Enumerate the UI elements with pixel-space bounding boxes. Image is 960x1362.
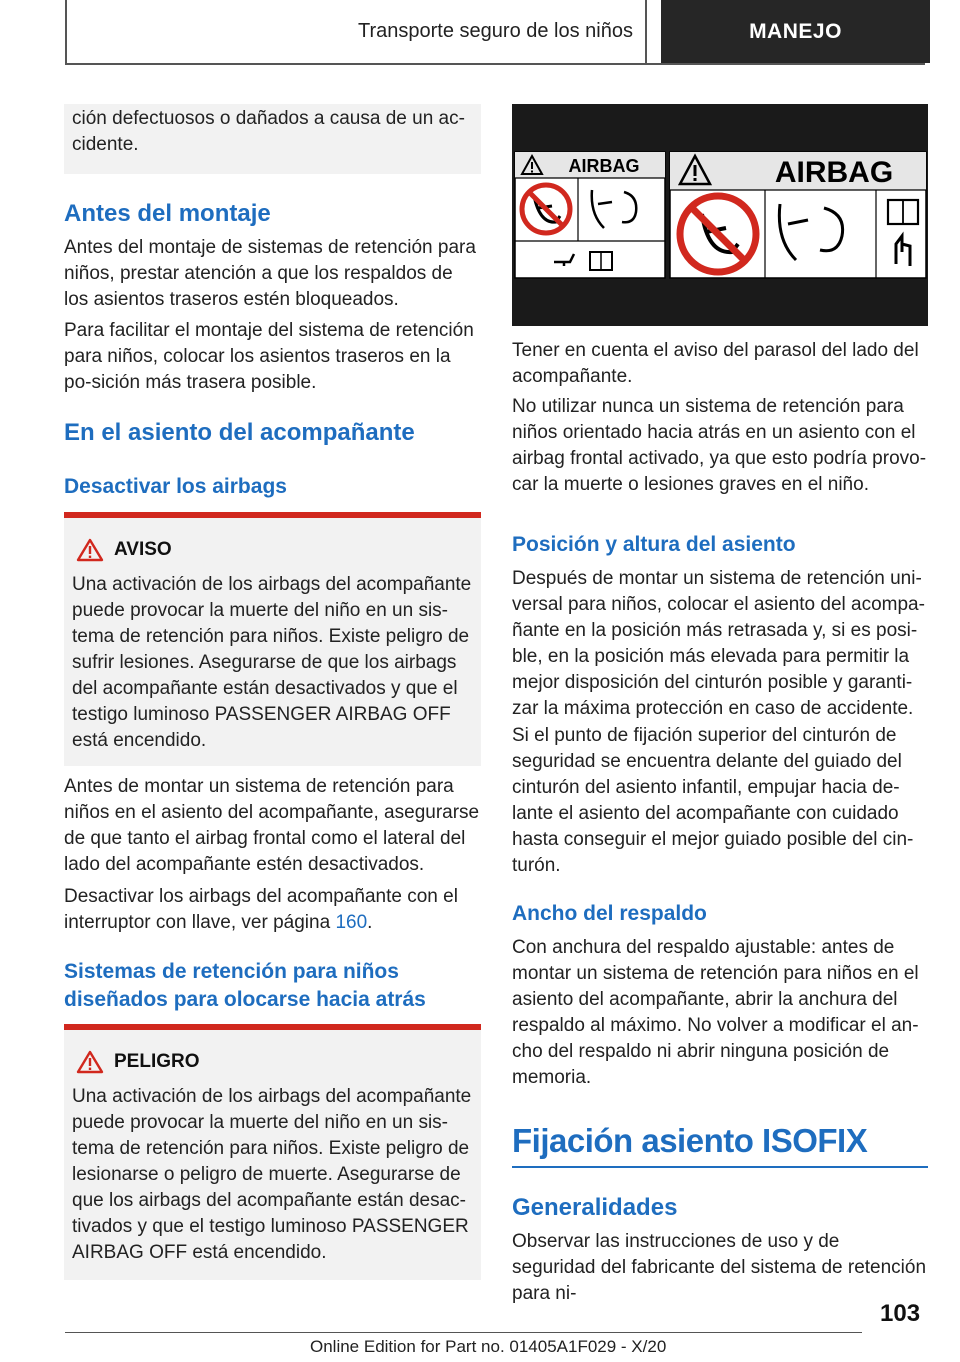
paragraph-antes-1: Antes del montaje de sistemas de retención para niños, prestar atención a que los respaldos de los asientos traseros estén bloqueados. (64, 237, 476, 310)
chapter-tab-label: MANEJO (749, 19, 842, 43)
paragraph-desactivar (64, 884, 480, 936)
paragraph-ancho: Con anchura del respaldo ajustable: antes de montar un sistema de retención para niños en el asiento del acompañante, abrir la anchura del respaldo al máximo. No volver a modificar el an-cho del respaldo ni abrir ninguna posición de memoria. (512, 937, 919, 1088)
edition-text: Online Edition for Part no. 01405A1F029 - X/20 (310, 1337, 667, 1356)
desactivar-suffix: . (367, 912, 373, 933)
paragraph-no-utilizar: No utilizar nunca un sistema de retención para niños orientado hacia atrás en un asiento con el airbag frontal activado, ya que esto podría provo-car la muerte o lesiones graves en el niño. (512, 396, 927, 495)
paragraph-antes-montar: Antes de montar un sistema de retención para niños en el asiento del acompañante, asegurarse de que tanto el airbag frontal como el lateral del lado del acompañante estén desactivados. (64, 776, 480, 875)
peligro-text: Una activación de los airbags del acompañante puede provocar la muerte del niño en un sis-tema de retención para niños. Existe peligro de lesionarse o peligro de muerte. Asegurarse de que los airbags del acompañante están desac-tivados y que el testigo luminoso PASSENGER AIRBAG OFF está encendido. (72, 1086, 472, 1263)
peligro-title: PELIGRO (114, 1051, 200, 1072)
heading-posicion-altura: Posición y altura del asiento (512, 533, 796, 556)
continued-text: ción defectuosos o dañados a causa de un ac- cidente. (72, 108, 465, 155)
danger-triangle-icon (76, 1050, 104, 1074)
heading-antes-del-montaje: Antes del montaje (64, 200, 271, 227)
desactivar-text: Desactivar los airbags del acompañante con el interruptor con llave, ver página (64, 886, 458, 933)
chapter-tab (661, 0, 930, 63)
paragraph-observar: Observar las instrucciones de uso y de seguridad del fabricante del sistema de retención para ni- (512, 1231, 927, 1304)
airbag-large-label: AIRBAG (774, 156, 894, 189)
paragraph-si-punto: Si el punto de fijación superior del cinturón de seguridad se encuentra delante del guiado del cinturón del asiento infantil, empujar hacia de-lante el asiento del acompañante con cuidado hasta conseguir el mejor guiado posible del cin-turón. (512, 725, 914, 876)
aviso-title: AVISO (114, 539, 172, 560)
airbag-label-illustration (512, 104, 928, 326)
section-title: Transporte seguro de los niños (358, 20, 633, 42)
running-header-section (65, 0, 647, 63)
heading-generalidades: Generalidades (512, 1194, 678, 1221)
warning-triangle-icon (76, 538, 104, 562)
aviso-text: Una activación de los airbags del acompañante puede provocar la muerte del niño en un sis-tema de retención para niños. Existe peligro de sufrir lesiones. Asegurarse de que los airbags del acompañante están desactivados y que el testigo luminoso PASSENGER AIRBAG OFF está encendido. (72, 574, 472, 751)
paragraph-tener: Tener en cuenta el aviso del parasol del lado del acompañante. (512, 340, 919, 387)
aviso-heading (76, 538, 172, 562)
heading-sistemas-retencion: Sistemas de retención para niños diseñados para olocarse hacia atrás (64, 960, 426, 1011)
airbag-label-figure (512, 104, 928, 326)
heading-asiento-acompanante: En el asiento del acompañante (64, 419, 415, 446)
footer-rule (65, 1332, 862, 1333)
heading-fijacion-isofix: Fijación asiento ISOFIX (512, 1122, 868, 1159)
peligro-box (64, 1030, 481, 1280)
continued-box (64, 104, 481, 174)
peligro-heading (76, 1050, 200, 1074)
paragraph-antes-2: Para facilitar el montaje del sistema de retención para niños, colocar los asientos traseros en la po-sición más trasera posible. (64, 320, 474, 393)
page-number: 103 (880, 1300, 921, 1327)
heading-ancho-respaldo: Ancho del respaldo (512, 902, 707, 925)
page-link-160[interactable]: 160 (335, 912, 368, 933)
aviso-box (64, 518, 481, 766)
heading-desactivar-airbags: Desactivar los airbags (64, 475, 287, 498)
isofix-heading-rule (512, 1166, 928, 1168)
airbag-small-label: AIRBAG (568, 156, 640, 176)
header-rule (65, 63, 925, 65)
paragraph-despues: Después de montar un sistema de retención uni-versal para niños, colocar el asiento del acompa-ñante en la posición más retrasada y, si es posi-ble, en la posición más elevada para permitir la mejor disposición del cinturón posible y garanti-zar la máxima protección en caso de accidente. (512, 568, 925, 719)
